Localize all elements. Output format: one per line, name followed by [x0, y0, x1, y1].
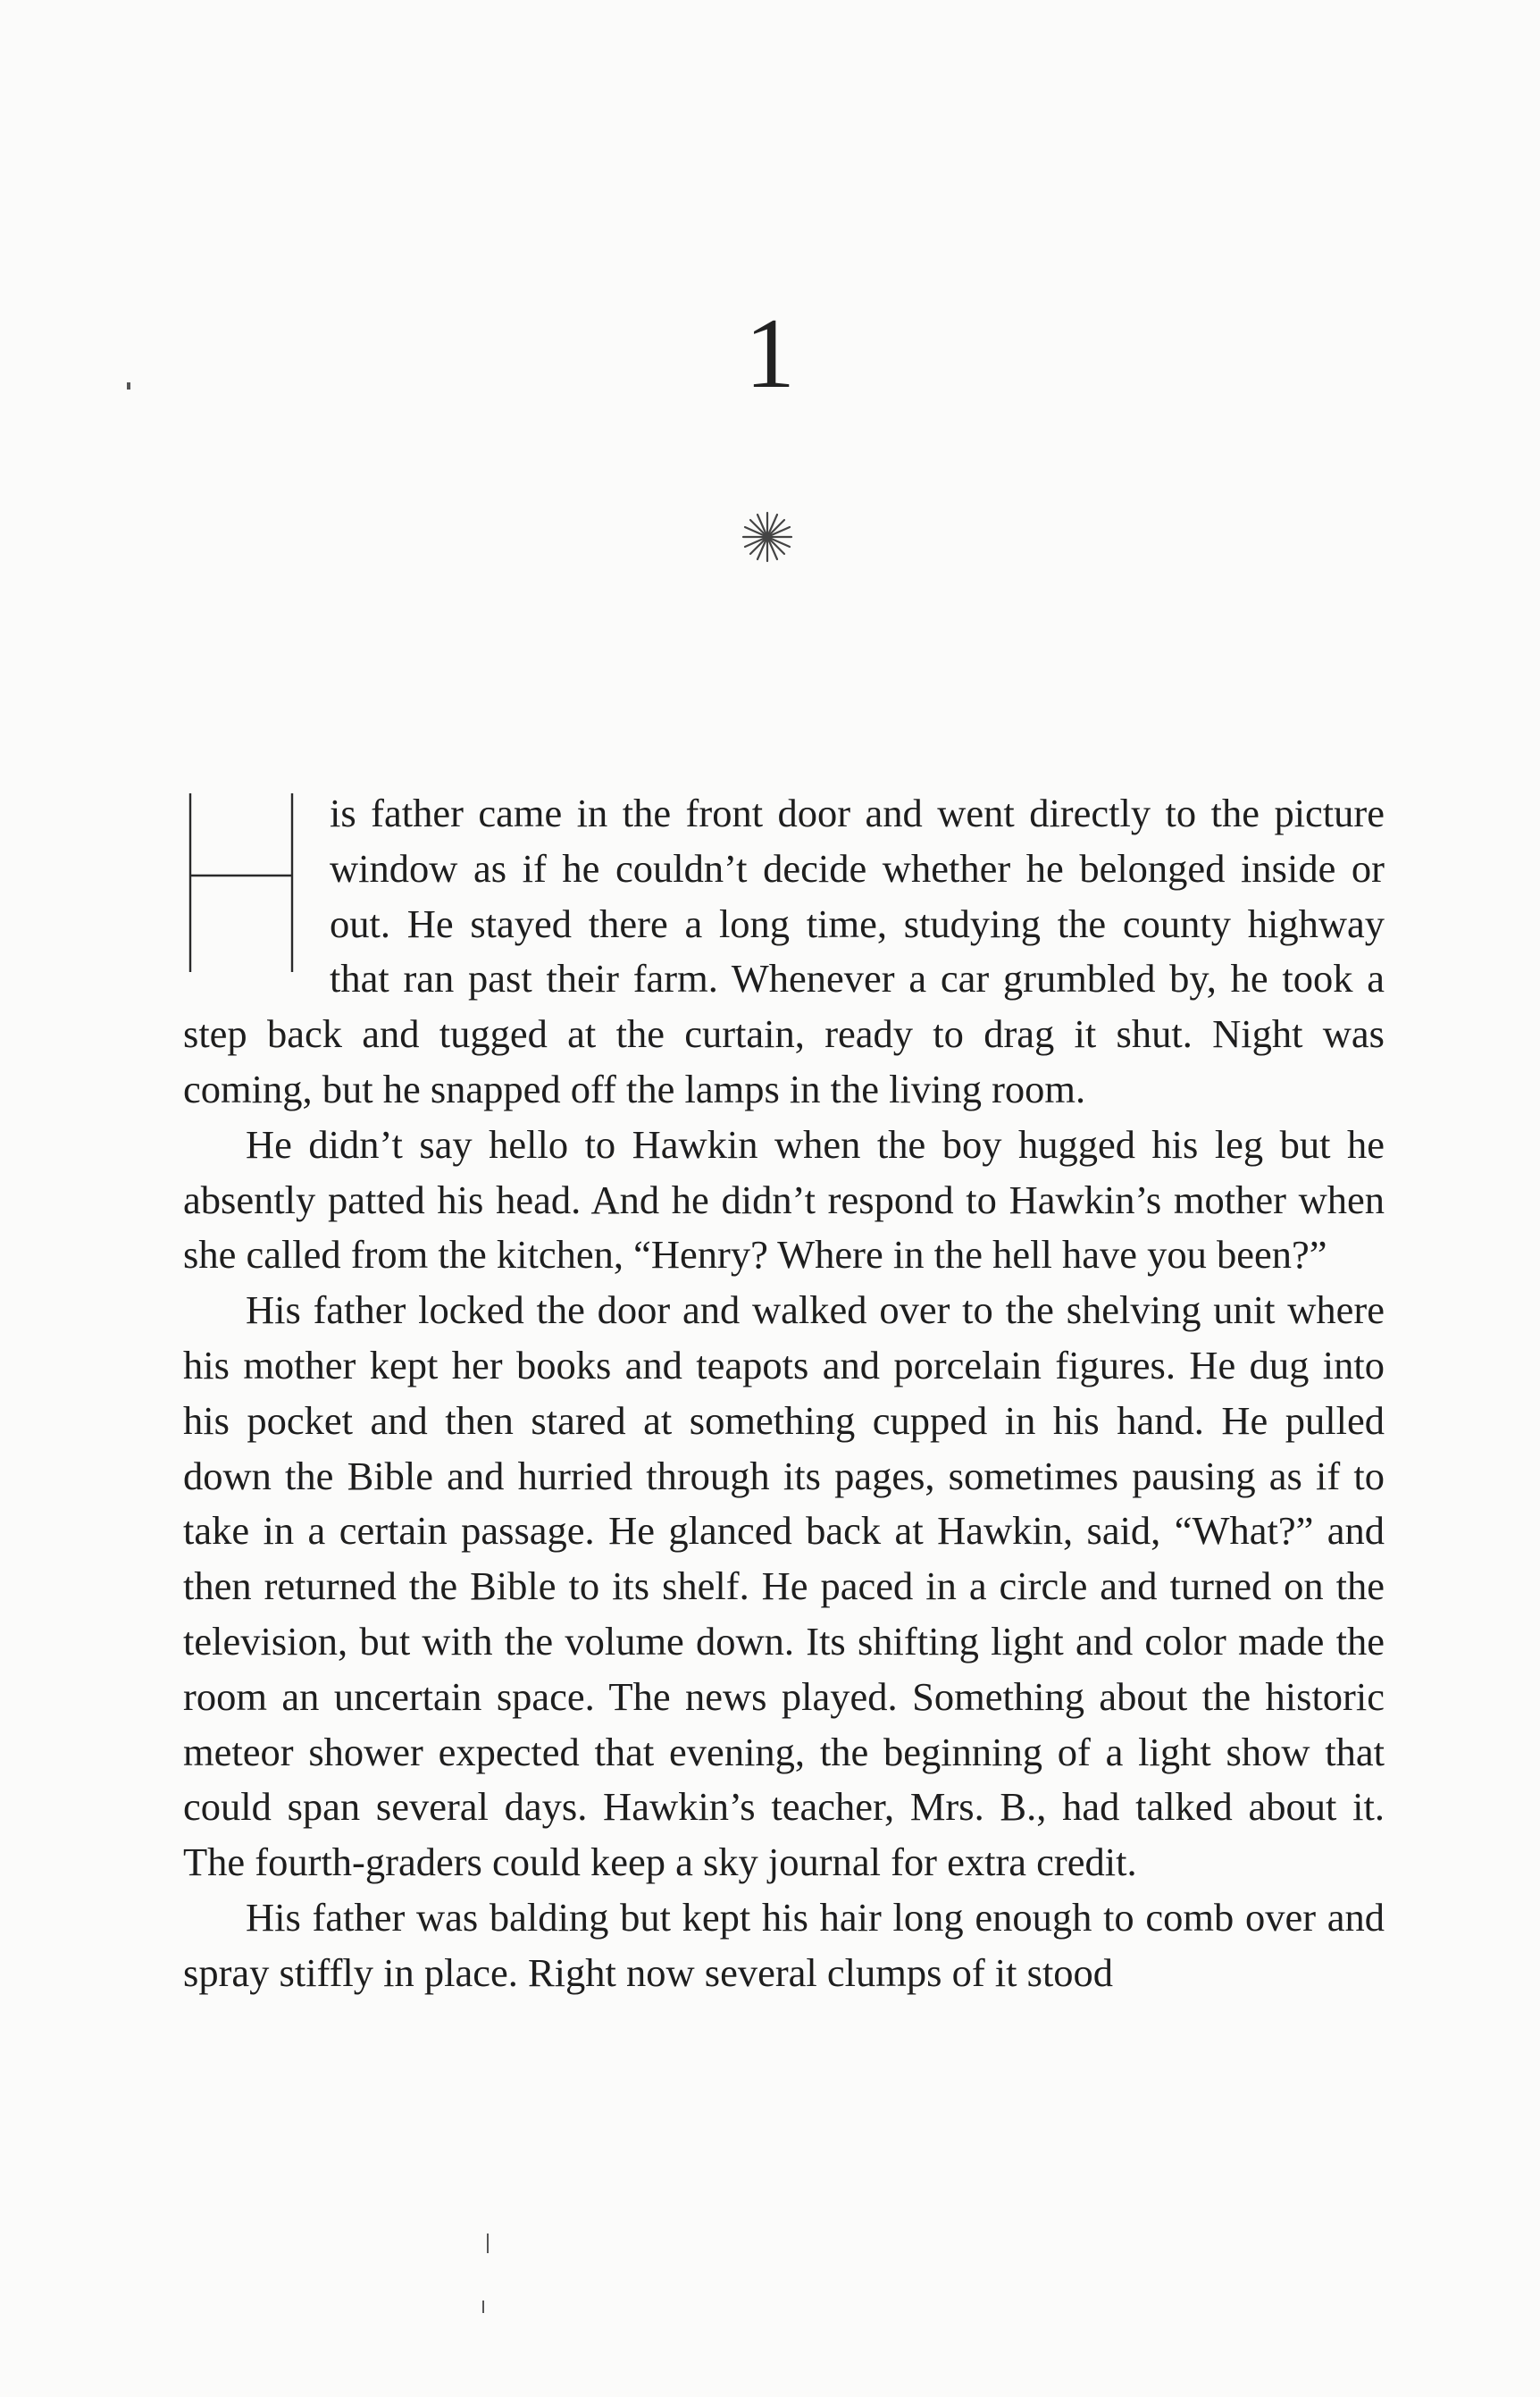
- paragraph: [183, 786, 1385, 1118]
- paragraph: His father locked the door and walked over to the shelving unit where his mother kept her books and teapots and porcelain figures. He dug into his pocket and then stared at something cupped in his hand. He pulled down the Bible and hurried through its pages, sometimes pausing as if to take in a certain passage. He glanced back at Hawkin, said, “What?” and then returned the Bible to its shelf. He paced in a circle and turned on the television, but with the volume down. Its shifting light and color made the room an uncertain space. The news played. Something about the historic meteor shower expected that evening, the beginning of a light show that could span several days. Hawkin’s teacher, Mrs. B., had talked about it. The fourth-graders could keep a sky journal for extra credit.: [183, 1287, 1385, 1885]
- chapter-body: [183, 786, 1385, 2001]
- dropcap: [183, 793, 308, 972]
- star-burst-icon: [740, 509, 795, 565]
- chapter-number: 1: [745, 298, 795, 409]
- paragraph-text: is father came in the front door and went directly to the picture window as if he couldn’t decide whether he belonged inside or out. He stayed there a long time, studying the county highway that ran past their farm. Whenever a car grumbled by, he took a step back and tugged at the curtain, ready to drag it shut. Night was coming, but he snapped off the lamps in the living room.: [183, 791, 1385, 1111]
- scan-mark: [127, 382, 130, 390]
- scan-mark: [482, 2301, 484, 2313]
- paragraph: He didn’t say hello to Hawkin when the boy hugged his leg but he absently patted his head. And he didn’t respond to Hawkin’s mother when she called from the kitchen, “Henry? Where in the hell have you been?”: [183, 1121, 1385, 1278]
- dropcap-glyph: [183, 793, 308, 972]
- paragraph: His father was balding but kept his hair long enough to comb over and spray stiffly in place. Right now several clumps of it stood: [183, 1894, 1385, 1995]
- scan-mark: [487, 2234, 489, 2253]
